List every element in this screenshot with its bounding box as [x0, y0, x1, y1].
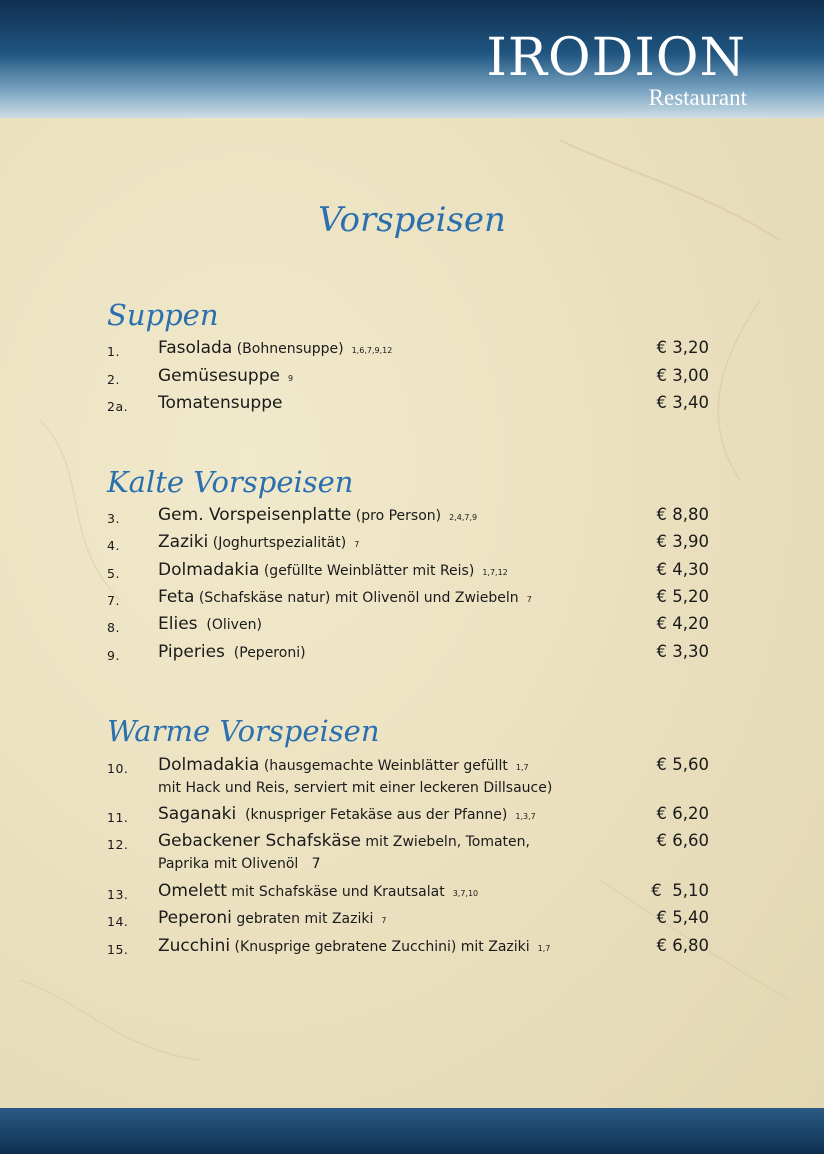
menu-item — [107, 393, 713, 419]
menu-item — [107, 366, 713, 392]
item-allergens: 3,7,10 — [452, 889, 479, 898]
item-price: € 6,80 — [656, 936, 709, 955]
item-name: Omelett — [158, 881, 227, 901]
item-name: Peperoni — [158, 908, 232, 928]
item-allergens: 1,7 — [515, 763, 529, 772]
item-description: (gefüllte Weinblätter mit Reis) — [259, 563, 475, 579]
item-description-continued: mit Hack und Reis, serviert mit einer leckeren Dillsauce) — [158, 780, 553, 796]
item-text — [158, 755, 529, 775]
item-text — [158, 560, 508, 580]
item-number: 13. — [107, 887, 129, 902]
item-text — [158, 831, 530, 851]
item-price: € 4,20 — [656, 614, 709, 633]
menu-item — [107, 936, 713, 962]
item-allergens: 9 — [287, 374, 294, 383]
item-number: 2a. — [107, 399, 129, 414]
section-title-kalte-vorspeisen: Kalte Vorspeisen — [107, 465, 354, 499]
item-allergens: 1,7,12 — [482, 568, 508, 577]
item-allergens: 7 — [354, 540, 360, 549]
item-price: € 3,90 — [656, 532, 709, 551]
footer-band — [0, 1108, 824, 1154]
item-allergens: 1,6,7,9,12 — [351, 346, 393, 355]
item-description: (Oliven) — [197, 617, 262, 633]
item-number: 11. — [107, 810, 129, 825]
menu-item — [107, 881, 713, 907]
item-name: Tomatensuppe — [158, 393, 283, 413]
item-price: € 6,20 — [656, 804, 709, 823]
item-allergens: 7 — [381, 916, 387, 925]
item-price: € 5,40 — [656, 908, 709, 927]
item-name: Elies — [158, 614, 198, 634]
item-name: Piperies — [158, 642, 225, 662]
item-description: (Peperoni) — [224, 645, 306, 661]
item-price: € 8,80 — [656, 505, 709, 524]
item-number: 4. — [107, 538, 120, 553]
item-description: mit Zwiebeln, Tomaten, — [360, 834, 530, 850]
item-name: Gebackener Schafskäse — [158, 831, 361, 851]
restaurant-name: IRODION — [486, 28, 746, 88]
restaurant-subtitle: Restaurant — [648, 85, 747, 110]
item-text — [158, 532, 359, 552]
item-text — [158, 881, 478, 901]
item-number: 5. — [107, 566, 120, 581]
item-number: 8. — [107, 620, 120, 635]
item-description: (hausgemachte Weinblätter gefüllt — [259, 758, 508, 774]
item-name: Dolmadakia — [158, 755, 260, 775]
menu-item — [107, 560, 713, 586]
menu-item — [107, 532, 713, 558]
item-price: € 3,00 — [656, 366, 709, 385]
item-price: € 3,40 — [656, 393, 709, 412]
menu-item — [107, 587, 713, 613]
item-number: 15. — [107, 942, 129, 957]
item-price: € 6,60 — [656, 831, 709, 850]
item-description: (Knusprige gebratene Zucchini) mit Zaziki — [230, 939, 530, 955]
menu-item — [107, 804, 713, 830]
item-description: (pro Person) — [351, 508, 442, 524]
item-text — [158, 505, 477, 525]
item-allergens: 1,7 — [537, 944, 551, 953]
item-price: € 5,10 — [651, 881, 709, 900]
item-text — [158, 338, 392, 358]
item-number: 3. — [107, 511, 120, 526]
item-description: (Schafskäse natur) mit Olivenöl und Zwiebeln — [194, 590, 519, 606]
item-name: Feta — [158, 587, 195, 607]
item-price: € 5,20 — [656, 587, 709, 606]
item-name: Zucchini — [158, 936, 231, 956]
item-description-continued: Paprika mit Olivenöl 7 — [158, 856, 321, 872]
section-title-suppen: Suppen — [107, 298, 219, 332]
item-number: 10. — [107, 761, 129, 776]
menu-item — [107, 338, 713, 364]
item-number: 2. — [107, 372, 120, 387]
item-name: Fasolada — [158, 338, 233, 358]
item-price: € 4,30 — [656, 560, 709, 579]
item-description: (Joghurtspezialität) — [208, 535, 347, 551]
header-band — [0, 0, 824, 118]
item-price: € 3,30 — [656, 642, 709, 661]
item-text — [158, 614, 262, 634]
item-price: € 3,20 — [656, 338, 709, 357]
section-title-warme-vorspeisen: Warme Vorspeisen — [107, 714, 380, 748]
item-number: 12. — [107, 837, 129, 852]
item-description: mit Schafskäse und Krautsalat — [226, 884, 445, 900]
menu-item — [107, 505, 713, 531]
menu-item — [107, 831, 713, 872]
item-text — [158, 393, 282, 413]
item-text — [158, 804, 536, 824]
item-number: 14. — [107, 914, 129, 929]
menu-item — [107, 642, 713, 668]
menu-item — [107, 614, 713, 640]
menu-item — [107, 908, 713, 934]
item-text — [158, 908, 386, 928]
item-description: (knuspriger Fetakäse aus der Pfanne) — [236, 807, 508, 823]
item-number: 7. — [107, 593, 120, 608]
item-allergens: 1,3,7 — [515, 812, 536, 821]
item-name: Dolmadakia — [158, 560, 260, 580]
item-text — [158, 587, 532, 607]
item-text — [158, 936, 550, 956]
item-allergens: 2,4,7,9 — [449, 513, 478, 522]
item-number: 9. — [107, 648, 120, 663]
item-allergens: 7 — [526, 595, 532, 604]
item-name: Saganaki — [158, 804, 237, 824]
page-title: Vorspeisen — [318, 200, 506, 240]
item-text — [158, 366, 293, 386]
item-name: Gem. Vorspeisenplatte — [158, 505, 352, 525]
item-description: gebraten mit Zaziki — [231, 911, 374, 927]
item-price: € 5,60 — [656, 755, 709, 774]
menu-item — [107, 755, 713, 796]
item-name: Gemüsesuppe — [158, 366, 280, 386]
item-number: 1. — [107, 344, 120, 359]
item-description: (Bohnensuppe) — [232, 341, 344, 357]
item-text — [158, 642, 306, 662]
item-name: Zaziki — [158, 532, 209, 552]
